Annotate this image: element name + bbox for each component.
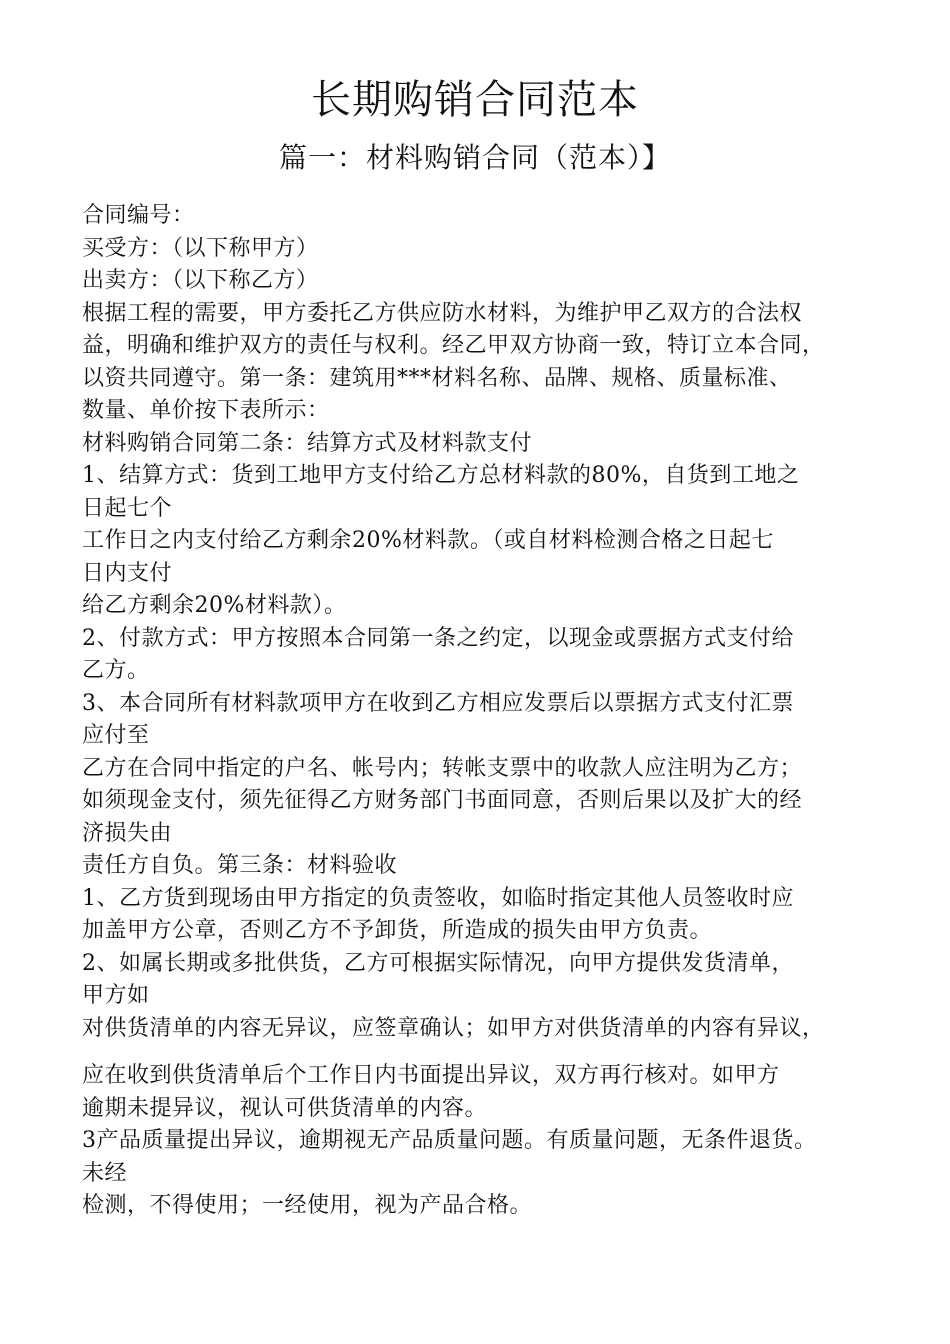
text-line: 未经 [82,1160,128,1186]
text-line: 合同编号： [82,203,195,228]
text-line: 如须现金支付，须先征得乙方财务部门书面同意，否则后果以及扩大的经 [82,788,803,813]
text-line: 对供货清单的内容无异议，应签章确认；如甲方对供货清单的内容有异议， [82,1015,825,1041]
text-line: 加盖甲方公章，否则乙方不予卸货，所造成的损失由甲方负责。 [82,918,713,943]
document-title: 长期购销合同范本 [311,77,639,123]
text-line: 乙方。 [82,658,150,683]
text-line: 数量、单价按下表所示： [82,398,330,423]
text-line: 2、付款方式：甲方按照本合同第一条之约定，以现金或票据方式支付给 [82,625,794,651]
text-line: 应在收到供货清单后个工作日内书面提出异议，双方再行核对。如甲方 [82,1063,780,1088]
text-line: 根据工程的需要，甲方委托乙方供应防水材料，为维护甲乙双方的合法权 [82,300,803,326]
text-line: 逾期未提异议，视认可供货清单的内容。 [82,1095,488,1121]
text-line: 3产品质量提出异议，逾期视无产品质量问题。有质量问题，无条件退货。 [82,1128,817,1153]
text-line: 3、本合同所有材料款项甲方在收到乙方相应发票后以票据方式支付汇票 [82,690,794,716]
text-line: 材料购销合同第二条：结算方式及材料款支付 [82,430,533,456]
text-line: 济损失由 [82,820,173,846]
document-subtitle: 篇一：材料购销合同（范本）】 [278,141,671,174]
text-line: 工作日之内支付给乙方剩余20%材料款。（或自材料检测合格之日起七 [82,528,774,553]
paragraph-gap [82,1045,912,1060]
text-line: 出卖方：（以下称乙方） [82,268,319,293]
text-line: 2、如属长期或多批供货，乙方可根据实际情况，向甲方提供发货清单， [82,950,794,976]
text-line: 以资共同遵守。第一条：建筑用***材料名称、品牌、规格、质量标准、 [82,365,792,391]
text-line: 甲方如 [82,983,150,1008]
text-line: 日内支付 [82,560,173,586]
text-line: 益，明确和维护双方的责任与权利。经乙甲双方协商一致，特订立本合同， [82,333,825,358]
text-line: 1、结算方式：货到工地甲方支付给乙方总材料款的80%，自货到工地之 [82,463,800,488]
text-line: 日起七个 [82,495,173,521]
text-line: 应付至 [82,723,150,748]
text-line: 1、乙方货到现场由甲方指定的负责签收，如临时指定其他人员签收时应 [82,885,794,911]
text-line: 责任方自负。第三条：材料验收 [82,853,398,878]
text-line: 乙方在合同中指定的户名、帐号内；转帐支票中的收款人应注明为乙方； [82,755,803,781]
text-line: 买受方：（以下称甲方） [82,235,319,261]
text-line: 给乙方剩余20%材料款）。 [82,593,347,618]
document-body [82,200,912,1223]
text-line: 检测，不得使用；一经使用，视为产品合格。 [82,1193,533,1218]
